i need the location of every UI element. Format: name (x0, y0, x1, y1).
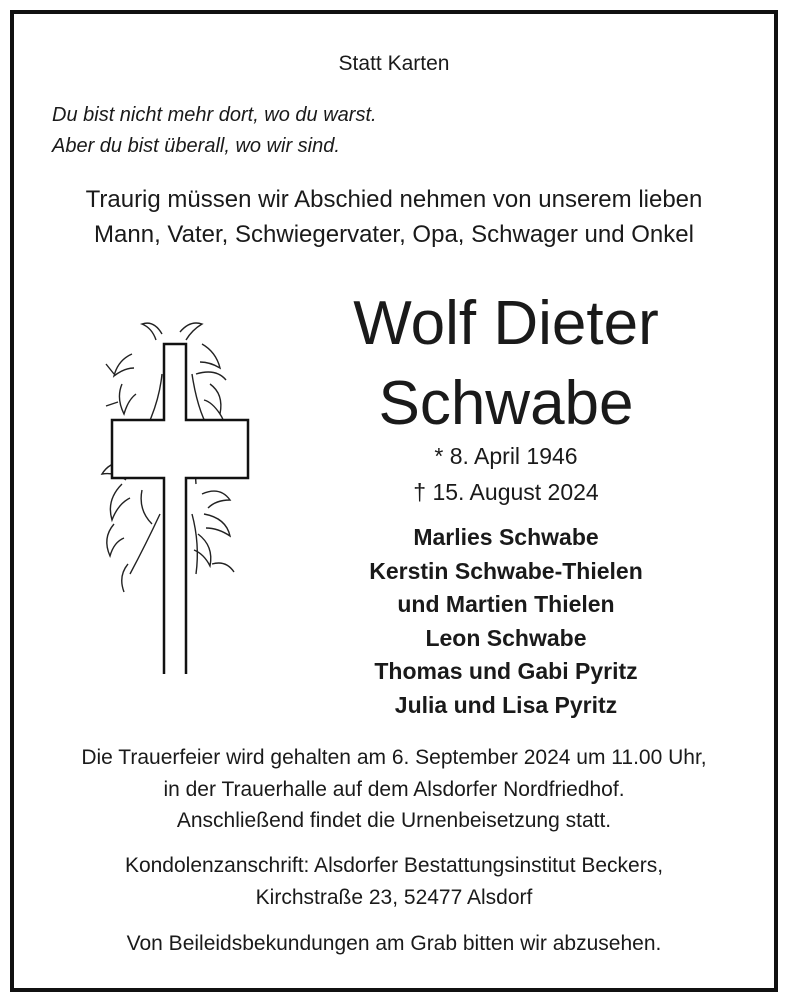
opening-line: Traurig müssen wir Abschied nehmen von unserem lieben (85, 186, 703, 213)
condolence-line: Kondolenzanschrift: Alsdorfer Bestattungsinstitut Beckers, (124, 854, 664, 877)
death-date: † 15. August 2024 (413, 479, 599, 505)
deceased-name (296, 284, 716, 444)
mourner-entry: Marlies Schwabe (413, 524, 599, 550)
obituary-frame (10, 10, 778, 992)
poem (52, 100, 377, 162)
mourner-entry: und Martien Thielen (397, 591, 615, 617)
condolence-address (14, 850, 774, 913)
opening-line: Mann, Vater, Schwiegervater, Opa, Schwager und Onkel (94, 221, 694, 248)
ceremony-line: Anschließend findet die Urnenbeisetzung statt. (176, 809, 612, 832)
name-line: Wolf Dieter (353, 289, 659, 358)
life-dates (296, 438, 716, 510)
condolence-line: Kirchstraße 23, 52477 Alsdorf (255, 885, 533, 909)
cross-with-lilies-icon (92, 314, 262, 674)
mourner-entry: Thomas und Gabi Pyritz (374, 658, 638, 684)
ceremony-line: in der Trauerhalle auf dem Alsdorfer Nordfriedhof. (163, 777, 625, 801)
birth-date: * 8. April 1946 (434, 443, 578, 469)
mourner-entry: Kerstin Schwabe-Thielen (369, 557, 643, 584)
ceremony-line: Die Trauerfeier wird gehalten am 6. September 2024 um 11.00 Uhr, (81, 746, 707, 769)
ceremony-info (14, 742, 774, 837)
mourner-entry: Julia und Lisa Pyritz (394, 691, 618, 718)
poem-line: Aber du bist überall, wo wir sind. (52, 135, 340, 157)
opening-text (14, 182, 774, 252)
mourners-list (296, 521, 716, 722)
intro-heading: Statt Karten (338, 52, 450, 75)
mourner-entry: Leon Schwabe (425, 624, 587, 651)
closing-note: Von Beileidsbekundungen am Grab bitten wir abzusehen. (126, 932, 662, 955)
name-line: Schwabe (378, 369, 634, 438)
poem-line: Du bist nicht mehr dort, wo du warst. (52, 104, 377, 126)
